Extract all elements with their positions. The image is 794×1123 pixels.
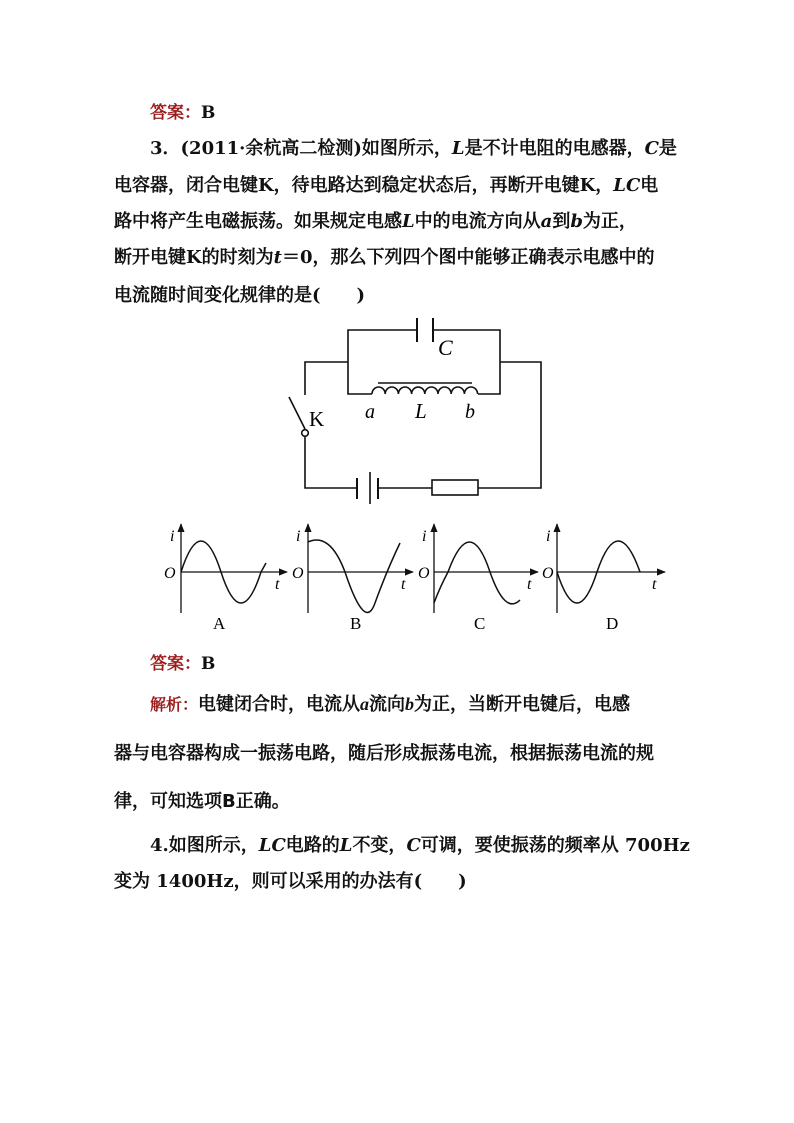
axis-label-i: i xyxy=(546,528,551,545)
inductor-coil xyxy=(372,387,478,394)
text: 为正，当断开电键后，电感 xyxy=(414,694,631,715)
text: 流向 xyxy=(369,694,406,715)
text: 电容器，闭合电键K，待电路达到稳定状态后，再断开电键K， xyxy=(114,175,614,196)
graph-label-B: B xyxy=(350,614,362,633)
text: 3．(2011·余杭高二检测)如图所示， xyxy=(150,138,452,159)
text: 路中将产生电磁振荡。如果规定电感 xyxy=(114,211,402,232)
explanation-line-3 xyxy=(114,787,290,813)
axis-label-i: i xyxy=(296,528,301,545)
inductor-wire-right xyxy=(478,362,500,394)
var-b: b xyxy=(405,694,415,714)
switch-contact xyxy=(302,430,309,437)
answer-value: B xyxy=(201,103,216,123)
origin-label: O xyxy=(542,565,554,582)
var-C: C xyxy=(406,835,421,856)
origin-label: O xyxy=(164,565,176,582)
var-L: L xyxy=(451,138,465,159)
circuit-diagram xyxy=(0,0,794,520)
answer-label: 答案： xyxy=(150,103,201,123)
graph-A xyxy=(164,524,287,633)
text: 为正， xyxy=(582,211,637,232)
text: 是 xyxy=(658,138,677,159)
node-b-label: b xyxy=(465,401,475,423)
text: 可调，要使振荡的频率从 700Hz xyxy=(420,835,690,856)
text: 器与电容器构成一振荡电路，随后形成振荡电流，根据振荡电流的规 xyxy=(114,743,654,764)
text: ＝0，那么下列四个图中能够正确表示电感中的 xyxy=(281,247,655,268)
text: 律，可知选项B正确。 xyxy=(114,791,290,812)
origin-label: O xyxy=(292,565,304,582)
q4-line-2 xyxy=(114,867,467,893)
answer-value: B xyxy=(201,654,216,674)
explanation-line-2 xyxy=(114,739,654,765)
capacitor-label: C xyxy=(438,335,453,360)
axis-label-t: t xyxy=(275,576,280,593)
origin-label: O xyxy=(418,565,430,582)
var-LC: LC xyxy=(258,835,286,856)
wire-bottom-left xyxy=(305,437,357,488)
switch-blade xyxy=(289,397,305,429)
graph-label-A: A xyxy=(213,614,226,633)
axis-label-t: t xyxy=(527,576,532,593)
graph-label-D: D xyxy=(606,614,619,633)
inductor-label: L xyxy=(415,399,427,423)
axis-label-i: i xyxy=(170,528,175,545)
text: 电路的 xyxy=(285,835,340,856)
var-C: C xyxy=(644,138,659,159)
var-a: a xyxy=(540,211,553,232)
graph-C xyxy=(418,524,538,633)
text: 电键闭合时，电流从 xyxy=(198,694,361,715)
text: 到 xyxy=(552,211,571,232)
var-L: L xyxy=(402,211,415,232)
axis-label-t: t xyxy=(401,576,406,593)
text: 是不计电阻的电感器， xyxy=(464,138,645,159)
text: 电流随时间变化规律的是( ) xyxy=(114,285,366,306)
text: 不变， xyxy=(352,835,407,856)
var-L: L xyxy=(339,835,353,856)
wire-right xyxy=(478,362,541,488)
capacitor-wire xyxy=(348,330,500,362)
var-t: t xyxy=(273,247,282,268)
wire-left-top xyxy=(305,362,348,395)
text: 4.如图所示， xyxy=(150,835,259,856)
var-b: b xyxy=(570,211,583,232)
inductor-wire-left xyxy=(348,362,372,394)
graph-label-C: C xyxy=(474,614,486,633)
text: 变为 1400Hz，则可以采用的办法有( ) xyxy=(114,871,467,892)
axis-label-i: i xyxy=(422,528,427,545)
curve-C xyxy=(434,542,520,604)
axis-label-t: t xyxy=(652,576,657,593)
text: 中的电流方向从 xyxy=(414,211,541,232)
curve-B xyxy=(308,540,400,612)
resistor xyxy=(432,480,478,495)
text: 断开电键K的时刻为 xyxy=(114,247,274,268)
current-graphs xyxy=(0,515,794,640)
answer-label: 答案： xyxy=(150,654,201,674)
switch-label: K xyxy=(309,407,325,431)
graph-B xyxy=(292,524,413,633)
var-LC: LC xyxy=(613,175,641,196)
answer-line-2 xyxy=(150,649,215,674)
q4-line-1 xyxy=(150,831,690,857)
var-a: a xyxy=(360,694,370,714)
node-a-label: a xyxy=(365,401,375,423)
explanation-label: 解析： xyxy=(150,695,199,714)
explanation-line-1 xyxy=(150,690,630,716)
text: 电 xyxy=(640,175,659,196)
graph-D xyxy=(542,524,665,633)
